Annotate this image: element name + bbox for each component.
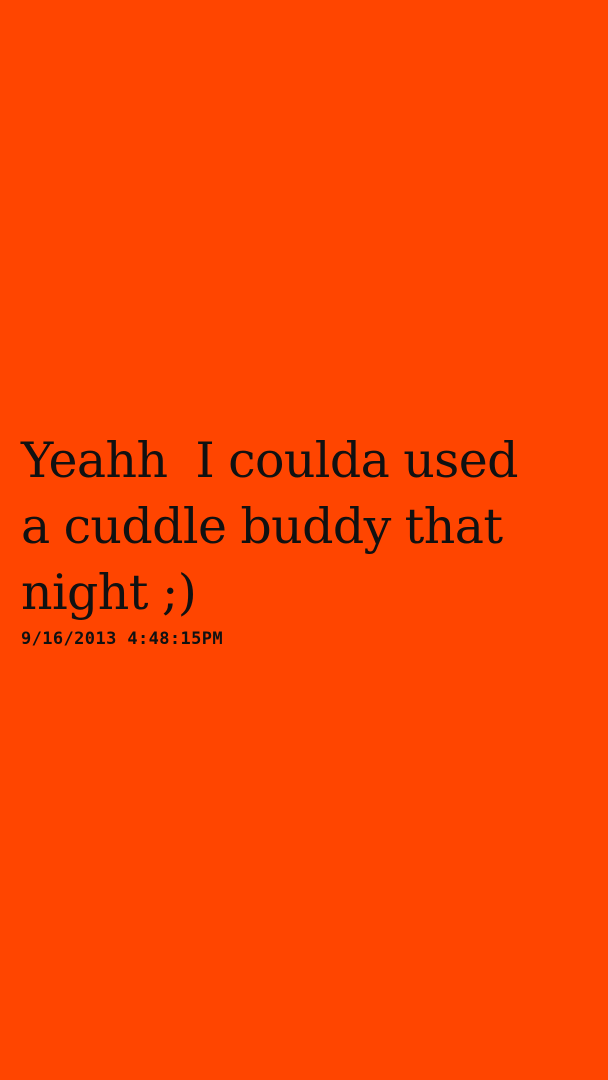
message-block <box>21 428 581 650</box>
message-line-2: a cuddle buddy that <box>21 498 503 555</box>
message-line-3: night ;) <box>21 564 197 621</box>
message-text <box>21 428 581 626</box>
message-timestamp: 9/16/2013 4:48:15PM <box>21 629 224 649</box>
message-line-1: Yeahh I coulda used <box>21 432 518 489</box>
